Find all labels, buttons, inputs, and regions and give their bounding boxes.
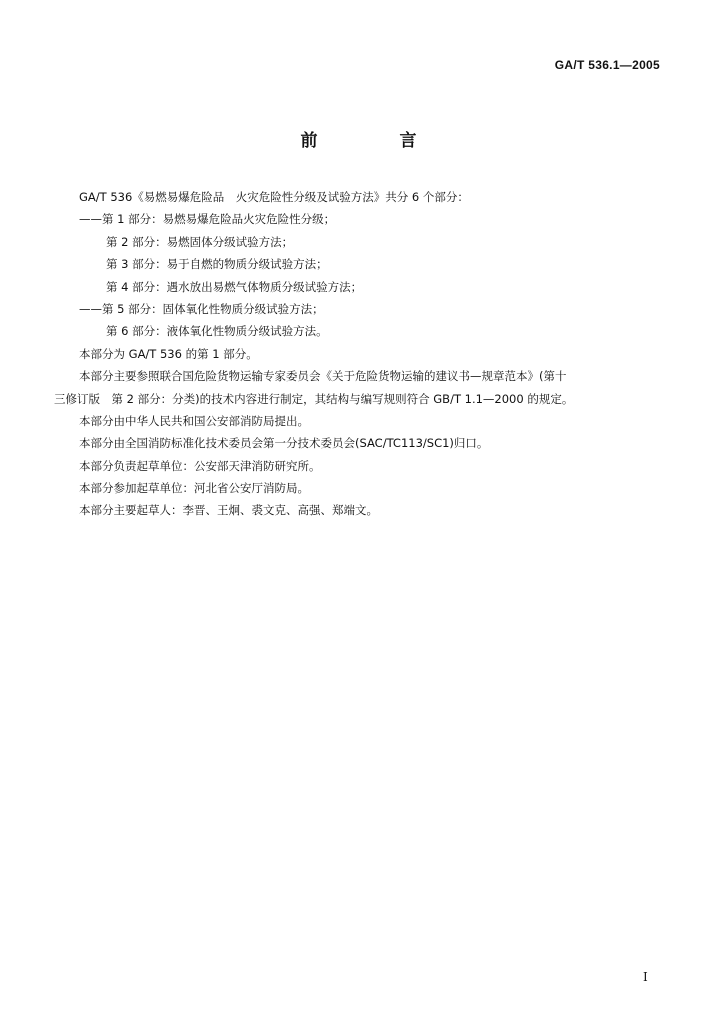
- foreword-body: [0, 186, 717, 522]
- committee-statement: 本部分由全国消防标准化技术委员会第一分技术委员会(SAC/TC113/SC1)归口。: [79, 436, 489, 451]
- proposer-statement: 本部分由中华人民共和国公安部消防局提出。: [79, 413, 309, 428]
- standard-number: GA/T 536.1—2005: [554, 58, 660, 72]
- list-item-part-5: ——第 5 部分：固体氧化性物质分级试验方法；: [79, 301, 324, 316]
- list-item-part-4: 第 4 部分：遇水放出易燃气体物质分级试验方法；: [106, 279, 363, 294]
- part-statement: 本部分为 GA/T 536 的第 1 部分。: [79, 346, 258, 361]
- participating-unit-statement: 本部分参加起草单位：河北省公安厅消防局。: [79, 481, 309, 496]
- drafting-unit-statement: 本部分负责起草单位：公安部天津消防研究所。: [79, 458, 321, 473]
- reference-paragraph-line-2: 三修订版 第 2 部分：分类)的技术内容进行制定，其结构与编写规则符合 GB/T 1.1—2000 的规定。: [54, 391, 574, 406]
- list-item-part-2: 第 2 部分：易燃固体分级试验方法；: [106, 234, 294, 249]
- page-title: 前 言: [300, 131, 455, 151]
- reference-paragraph-line-1: 本部分主要参照联合国危险货物运输专家委员会《关于危险货物运输的建议书—规章范本》(第十: [79, 369, 567, 384]
- list-item-part-1: ——第 1 部分：易燃易爆危险品火灾危险性分级；: [79, 212, 336, 227]
- drafters-statement: 本部分主要起草人：李晋、王炯、裘文克、高强、郑端文。: [79, 503, 378, 518]
- intro-paragraph: GA/T 536《易燃易爆危险品 火灾危险性分级及试验方法》共分 6 个部分：: [79, 190, 469, 204]
- list-item-part-6: 第 6 部分：液体氧化性物质分级试验方法。: [106, 324, 328, 339]
- list-item-part-3: 第 3 部分：易于自燃的物质分级试验方法；: [106, 257, 328, 272]
- page-number: I: [643, 970, 648, 984]
